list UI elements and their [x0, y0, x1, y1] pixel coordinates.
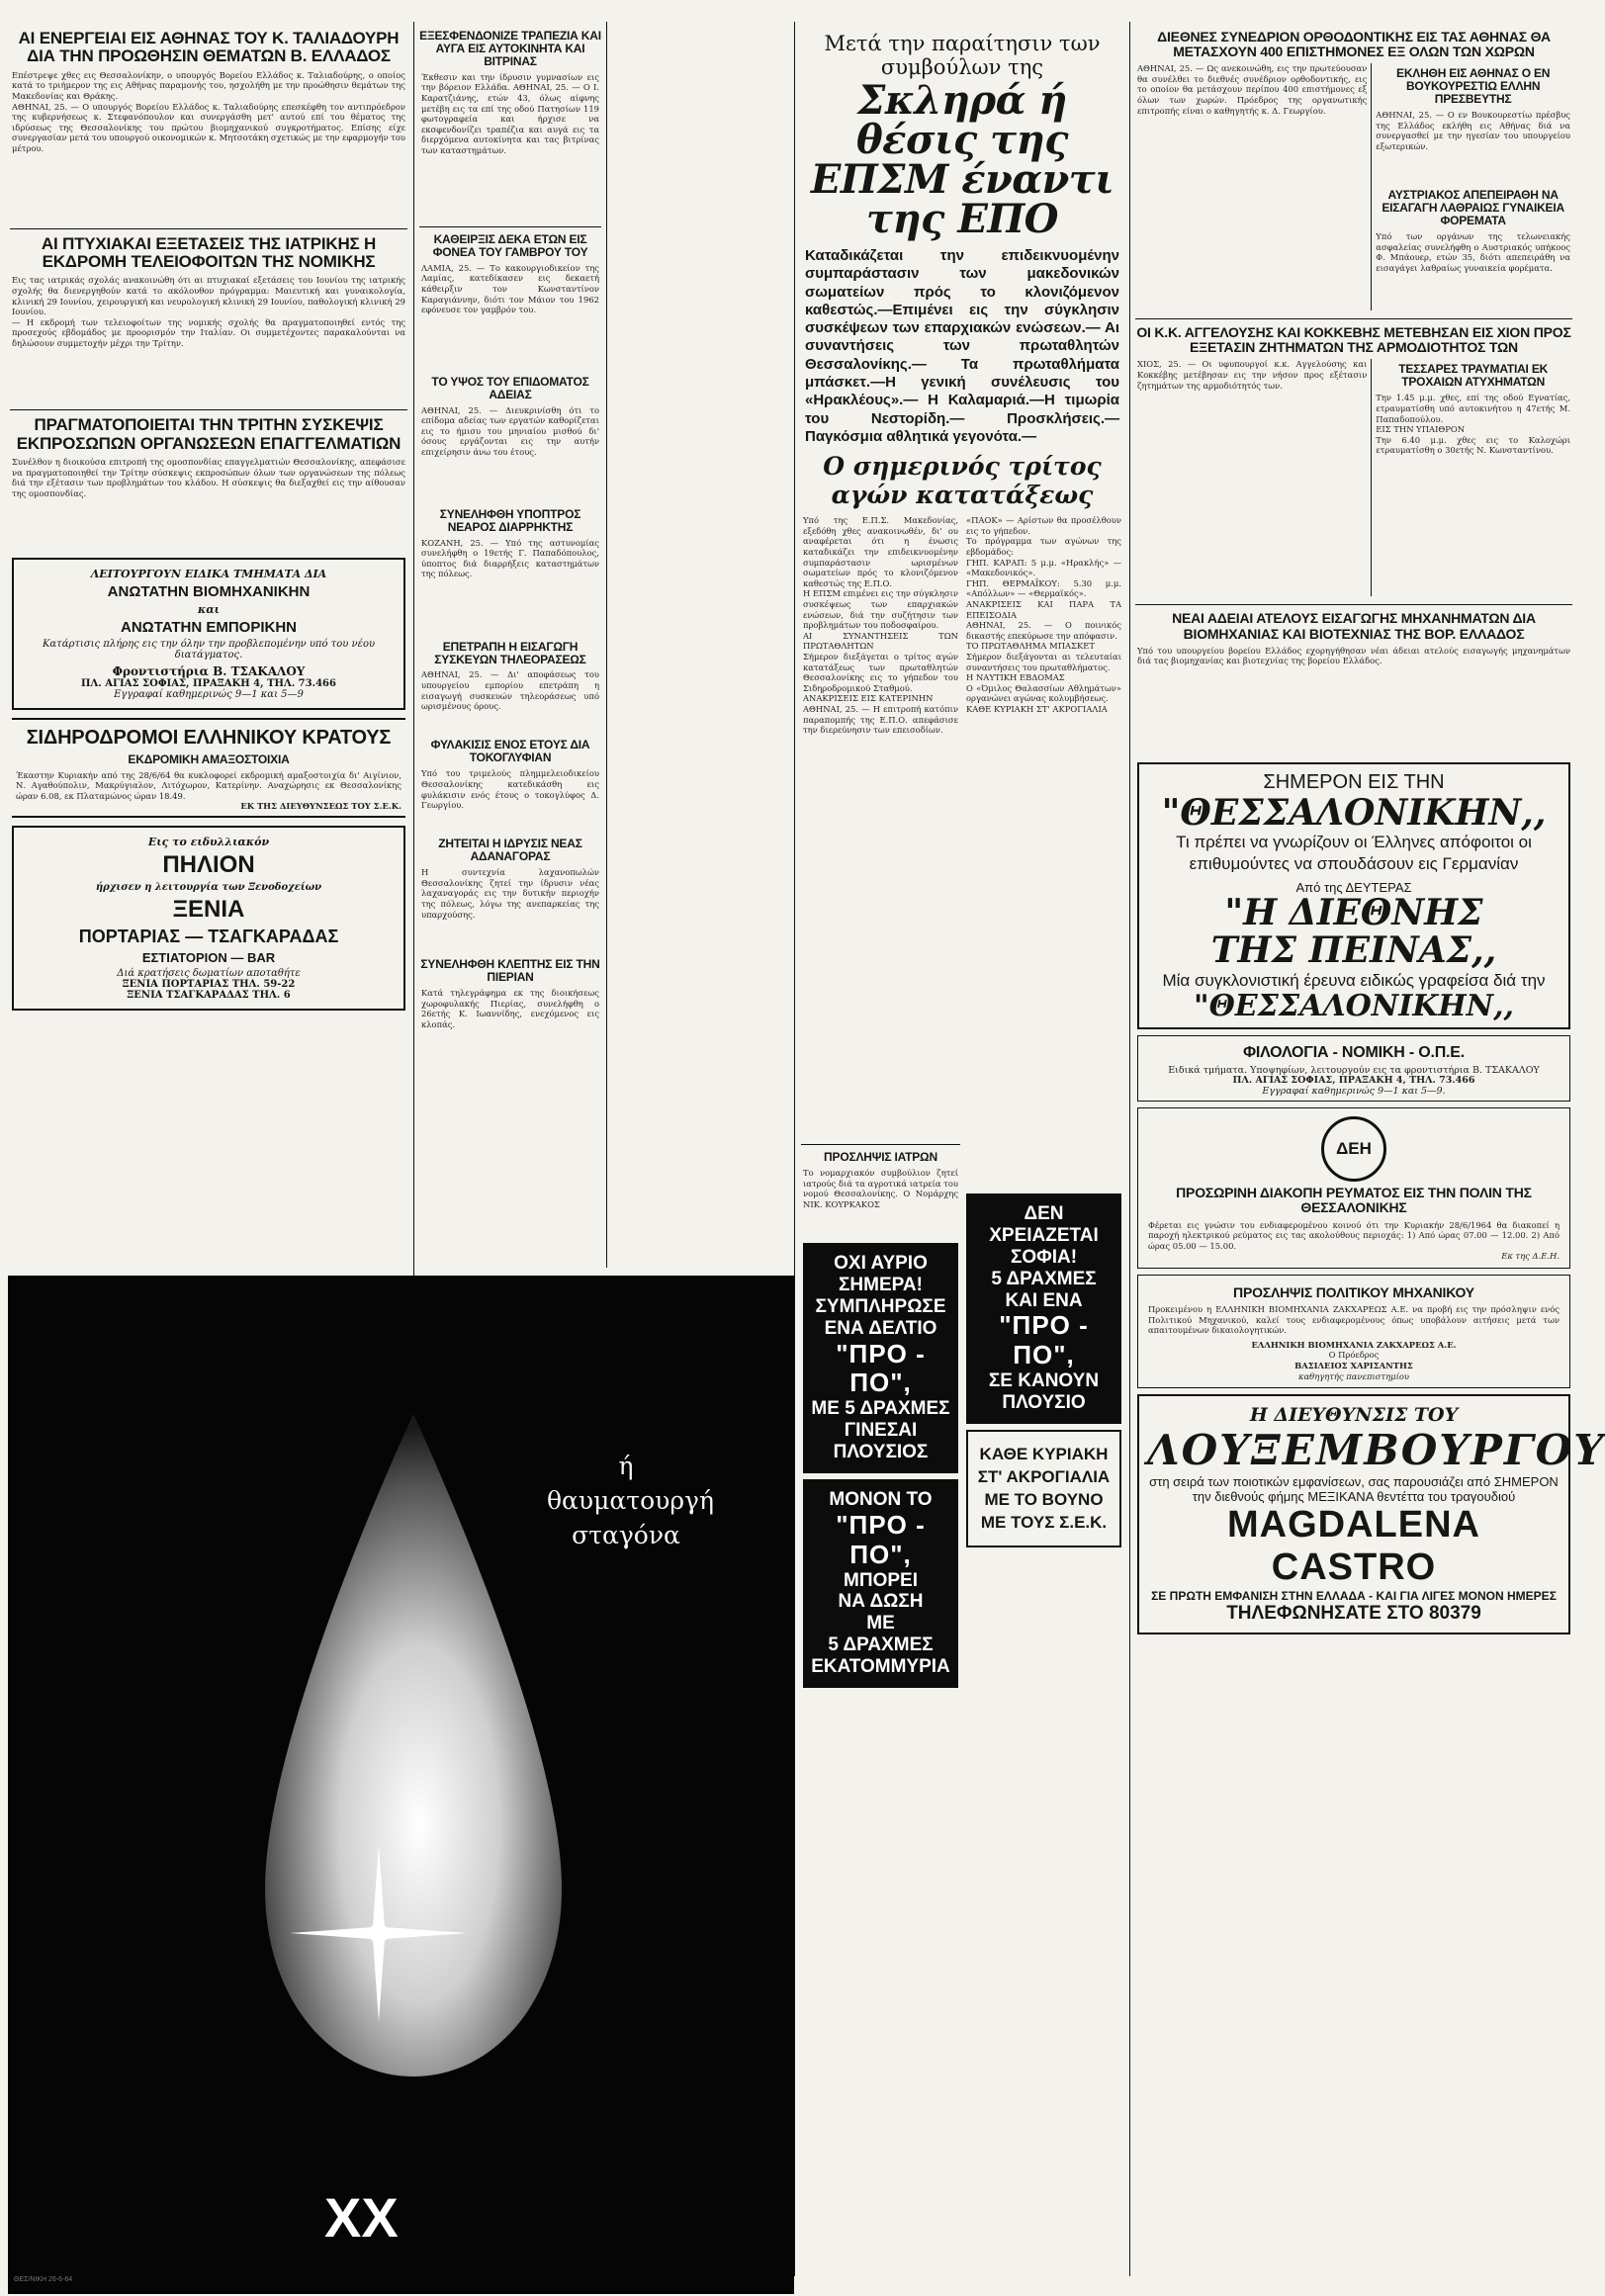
ad-body: Έκαστην Κυριακήν από της 28/6/64 θα κυκλοφορεί εκδρομική αμαξοστοιχία δι' Αιγίνιον, Ν. Αγαθούπολιν, Μακρύγιαλον, Λιτόχωρον, Κατερίνην. Αναχώρησις εκ Θεσσαλονίκης ώραν 6.08, εκ Πλαταμώνος ώραν 18.49.	[16, 769, 404, 801]
article-taliadouris	[8, 30, 409, 221]
sek-beach-ad	[966, 1430, 1121, 1547]
promo-line: ΝΑ ΔΩΣΗ	[838, 1591, 924, 1613]
notice-signature: Εκ της Δ.Ε.Η.	[1501, 1251, 1560, 1262]
article-body: ΑΘΗΝΑΙ, 25. — Ο εν Βουκουρεστίω πρέσβυς της Ελλάδος εκλήθη εις Αθήνας διά να συνεργασθεί με την ηγεσίαν του υπουργείου εξωτερικών.	[1376, 110, 1573, 151]
article-chios	[1133, 325, 1574, 596]
deh-logo	[1144, 1116, 1563, 1182]
article-body: Υπό του υπουργείου βορείου Ελλάδος εχορηγήθησαν νέαι άδειαι ατελούς εισαγωγής μηχανημάτων διά τας βιομηχανίας και βιοτεχνίας της βορείου Ελλάδος.	[1137, 645, 1573, 666]
article-body: ΑΘΗΝΑΙ, 25. — Δι' αποφάσεως του υπουργείου εμπορίου επετράπη η εισαγωγή συσκευών τηλεοράσεως υπό ωρισμένους όρους.	[421, 669, 602, 712]
ad-line: Εγγραφαί καθημερινώς 9—1 και 5—9	[114, 689, 304, 701]
sports-body	[799, 515, 1125, 1693]
promo-line: "ΠΡΟ - ΠΟ",	[836, 1338, 926, 1398]
print-credit: ΘΕΣ/ΝΙΚΗ 26-6-64	[14, 2276, 73, 2283]
article-body: Υπό της Ε.Π.Σ. Μακεδονίας, εξεδόθη χθες ανακοινωθέν, δι' ου αναφέρεται ότι η ένωσις καταδικάζει την επιδεικνυομένην συμπαράστασιν ωρισμένων σωματείων πρός το κλονιζόμενον καθεστώς της Ε.Π.Ο. Η ΕΠΣΜ επιμένει εις την σύγκλησιν συσκέψεως των επαρχιακών ενώσεων, διά την συζήτησιν των προβλημάτων του ποδοσφαίρου. ΑΙ ΣΥΝΑΝΤΗΣΕΙΣ ΤΩΝ ΠΡΩΤΑΘΛΗΤΩΝ Σήμερον διεξάγεται ο τρίτος αγών κατατάξεως των πρωταθλητών Θεσσαλονίκης εις το γήπεδον του Σιδηροδρομικού Σταθμού. ΑΝΑΚΡΙΣΕΙΣ ΕΙΣ ΚΑΤΕΡΙΝΗΝ ΑΘΗΝΑΙ, 25. — Η επιτροπή κατόπιν παραπομπής της Ε.Π.Ο. απεφάσισε την διερεύνησιν των επεισοδίων.	[803, 515, 958, 736]
article-body: «ΠΑΟΚ» — Αρίστων θα προσέλθουν εις το γήπεδον. Το πρόγραμμα των αγώνων της εβδομάδος: ΓΗΠ. ΚΑΡΑΠ: 5 μ.μ. «Ηρακλής» — «Μακεδονικός». ΓΗΠ. ΘΕΡΜΑΪΚΟΥ: 5.30 μ.μ. «Απόλλων» — «Θερμαϊκός». ΑΝΑΚΡΙΣΕΙΣ ΚΑΙ ΠΑΡΑ ΤΑ ΕΠΕΙΣΟΔΙΑ ΑΘΗΝΑΙ, 25. — Ο ποινικός δικαστής επεκύρωσε την απόφασιν. ΤΟ ΠΡΩΤΑΘΛΗΜΑ ΜΠΑΣΚΕΤ Σήμερον διεξάγονται αι τελευταίαι συναντήσεις του πρωταθλήματος. Η ΝΑΥΤΙΚΗ ΕΒΔΟΜΑΣ Ο «Όμιλος Θαλασσίων Αθλημάτων» οργανώνει αγώνας κολυμβήσεως. ΚΑΘΕ ΚΥΡΙΑΚΗ ΣΤ' ΑΚΡΟΓΙΑΛΙΑ	[966, 515, 1121, 714]
drop-icon	[265, 1414, 562, 2076]
ad-thessaloniki-newspaper	[1137, 762, 1570, 1030]
ad-miracle-drop	[8, 1276, 794, 2294]
ad-railways	[12, 718, 405, 818]
headline: ΚΑΘΕΙΡΞΙΣ ΔΕΚΑ ΕΤΩΝ ΕΙΣ ΦΟΝΕΑ ΤΟΥ ΓΑΜΒΡΟΥ ΤΟΥ	[432, 231, 588, 259]
headline: ΦΙΛΟΛΟΓΙΑ - ΝΟΜΙΚΗ - Ο.Π.Ε.	[1242, 1044, 1466, 1062]
column-rule	[794, 22, 795, 2276]
column-rule	[606, 22, 607, 1268]
article-professionals-meeting	[8, 416, 409, 550]
ad-luxembourg-club	[1137, 1394, 1605, 1634]
article-split-left	[1133, 63, 1371, 310]
column-2	[417, 26, 603, 1268]
ad-signature: ΕΚ ΤΗΣ ΔΙΕΥΘΥΝΣΕΩΣ ΤΟΥ Σ.Ε.Κ.	[240, 801, 401, 812]
article-5	[417, 641, 603, 732]
article-body: Επέστρεψε χθες εις Θεσσαλονίκην, ο υπουργός Βορείου Ελλάδος κ. Ταλιαδούρης, ο οποίος κατά το τριήμερον της εις Αθήνας παραμονής του, ησχολήθη με την προώθησιν θεμάτων της Μακεδονίας και Θράκης. ΑΘΗΝΑΙ, 25. — Ο υπουργός Βορείου Ελλάδος κ. Ταλιαδούρης επεσκέφθη τον αντιπρόεδρον της κυβερνήσεως κ. Στεφανόπουλον και συνεργάσθη μετ' αυτού επί του θέματος της ιδρύσεως της Θεσσαλονίκης του πρώτου βιομηχανικού συγκροτήματος. Επίσης είχε συνεργασίαν μετά του υπουργού οικονομικών κ. Μητσοτάκη σχετικώς με την εφαρμογήν του μέτρου.	[12, 69, 405, 153]
headline: ΠΡΟΣΩΡΙΝΗ ΔΙΑΚΟΠΗ ΡΕΥΜΑΤΟΣ ΕΙΣ ΤΗΝ ΠΟΛΙΝ ΤΗΣ ΘΕΣΣΑΛΟΝΙΚΗΣ	[1176, 1185, 1532, 1216]
ad-line: Εις το ειδυλλιακόν	[147, 836, 270, 849]
ad-line: ΜΕ ΤΟΥΣ Σ.Ε.Κ.	[980, 1512, 1108, 1532]
article-split-right	[1371, 63, 1574, 310]
promo-line: ΣΟΦΙΑ!	[1010, 1246, 1078, 1268]
ad-line: ΚΑΘΕ ΚΥΡΙΑΚΗ	[979, 1444, 1109, 1463]
ad-line: Η ΔΙΕΥΘΥΝΣΙΣ ΤΟΥ	[1249, 1404, 1459, 1427]
headline: ΤΟ ΥΨΟΣ ΤΟΥ ΕΠΙΔΟΜΑΤΟΣ ΑΔΕΙΑΣ	[431, 374, 589, 401]
ad-body: Εγγραφαί καθημερινώς 9—1 και 5—9.	[1262, 1085, 1446, 1097]
ad-line: ΛΕΙΤΟΥΡΓΟΥΝ ΕΙΔΙΚΑ ΤΜΗΜΑΤΑ ΔΙΑ	[90, 568, 327, 581]
article-body: Κατά τηλεγράφημα εκ της διοικήσεως χωροφυλακής Πιερίας, συνελήφθη ο 26ετής Κ. Ιωαννίδης, ενεχόμενος εις κλοπάς.	[421, 988, 602, 1029]
notice-body: Προκειμένου η ΕΛΛΗΝΙΚΗ ΒΙΟΜΗΧΑΝΙΑ ΖΑΚΧΑΡΕΩΣ Α.Ε. να προβή εις την πρόσληψιν ενός Πολιτικού Μηχανικού, καλεί τους ενδιαφερομένους όπως υποβάλουν αιτήσεις μετά των απαιτουμένων δικαιολογητικών.	[1148, 1304, 1562, 1336]
article-2	[417, 233, 603, 368]
promo-line: 5 ΔΡΑΧΜΕΣ	[828, 1634, 934, 1656]
ad-line: ΠΗΛΙΟΝ	[162, 851, 255, 879]
ad-body: Ειδικά τμήματα. Υποψηφίων, λειτουργούν εις τα φροντιστήρια Β. ΤΣΑΚΑΛΟΥ	[1168, 1064, 1540, 1076]
headline: ΕΠΕΤΡΑΠΗ Η ΕΙΣΑΓΩΓΗ ΣΥΣΚΕΥΩΝ ΤΗΛΕΟΡΑΣΕΩΣ	[434, 639, 586, 666]
notice-body: Φέρεται εις γνώσιν του ενδιαφερομένου κοινού ότι την Κυριακήν 28/6/1964 θα διακοπεί η παροχή ηλεκτρικού ρεύματος εις τας ακολούθους περιοχάς: 1) Από ώρας 07.00 — 12.00. 2) Από ώρας 05.00 — 15.00.	[1148, 1219, 1562, 1251]
headline: ΠΡΟΣΛΗΨΙΣ ΙΑΤΡΩΝ	[824, 1150, 937, 1165]
promo-line: ΔΕΝ ΧΡΕΙΑΖΕΤΑΙ	[989, 1203, 1099, 1247]
brand-logo: XX	[324, 2186, 399, 2249]
ad-line: και	[197, 603, 221, 617]
ad-line: ΞΕΝΙΑ ΤΣΑΓΚΑΡΑΔΑΣ ΤΗΛ. 6	[127, 990, 291, 1002]
promo-line: "ΠΡΟ - ΠΟ",	[836, 1509, 926, 1569]
headline: ΦΥΛΑΚΙΣΙΣ ΕΝΟΣ ΕΤΟΥΣ ΔΙΑ ΤΟΚΟΓΛΥΦΙΑΝ	[430, 738, 590, 765]
ad-line: "ΘΕΣΣΑΛΟΝΙΚΗΝ,,	[1194, 988, 1514, 1023]
article-7	[417, 838, 603, 950]
ad-line: ΜΕ ΤΟ ΒΟΥΝΟ	[984, 1489, 1104, 1509]
headline: ΠΡΑΓΜΑΤΟΠΟΙΕΙΤΑΙ ΤΗΝ ΤΡΙΤΗΝ ΣΥΣΚΕΨΙΣ ΕΚΠΡΟΣΩΠΩΝ ΟΡΓΑΝΩΣΕΩΝ ΕΠΑΓΓΕΛΜΑΤΙΩΝ	[16, 415, 401, 453]
ad-line: ΑΝΩΤΑΤΗΝ ΒΙΟΜΗΧΑΝΙΚΗΝ	[107, 583, 311, 601]
ad-philology	[1137, 1035, 1570, 1102]
article-body: ΑΘΗΝΑΙ, 25. — Ως ανεκοινώθη, εις την πρωτεύουσαν θα συνέλθει το διεθνές συνέδριον ορθοδοντικής, εις το οποίον θα μετάσχουν περίπου 400 επιστήμονες εξ όλων των χωρών. Πρόεδρος της οργανωτικής επιτροπής είναι ο καθηγητής κ. Δ. Γεωργίου.	[1137, 63, 1370, 116]
propo-ad-1	[803, 1243, 958, 1473]
ad-line: ΞΕΝΙΑ ΠΟΡΤΑΡΙΑΣ ΤΗΛ. 59-22	[122, 979, 296, 991]
ad-line: ΠΟΡΤΑΡΙΑΣ — ΤΣΑΓΚΑΡΑΔΑΣ	[78, 927, 339, 947]
ad-tagline-line: θαυματουργή	[547, 1486, 714, 1515]
ad-line: ΛΟΥΞΕΜΒΟΥΡΓΟΥ	[1147, 1426, 1605, 1475]
sports-body-left	[799, 515, 962, 1693]
promo-line: ΣΕ ΚΑΝΟΥΝ	[988, 1370, 1100, 1392]
headline: ΕΚΛΗΘΗ ΕΙΣ ΑΘΗΝΑΣ Ο ΕΝ ΒΟΥΚΟΥΡΕΣΤΙΩ ΕΛΛΗΝ ΠΡΕΣΒΕΥΤΗΣ	[1396, 66, 1551, 107]
headline: ΟΙ Κ.Κ. ΑΓΓΕΛΟΥΣΗΣ ΚΑΙ ΚΟΚΚΕΒΗΣ ΜΕΤΕΒΗΣΑΝ ΕΙΣ ΧΙΟΝ ΠΡΟΣ ΕΞΕΤΑΣΙΝ ΖΗΤΗΜΑΤΩΝ ΤΗΣ ΑΡΜΟΔΙΟΤΗΤΟΣ ΤΩΝ	[1136, 324, 1571, 356]
ad-line: ΤΗΣ ΠΕΙΝΑΣ,,	[1210, 928, 1497, 971]
divider	[10, 409, 407, 410]
article-split-right	[1371, 359, 1574, 596]
ad-line: ΞΕΝΙΑ	[172, 896, 245, 924]
article-body: Υπό των οργάνων της τελωνειακής ασφαλείας συνελήφθη ο Αυστριακός υπήκοος Φ. Μπάουερ, ετών 35, διότι απεπειράθη να εισαγάγει λαθραίως γυναικεία φορέματα.	[1376, 230, 1573, 273]
notice-signature: ΕΛΛΗΝΙΚΗ ΒΙΟΜΗΧΑΝΙΑ ΖΑΚΧΑΡΕΩΣ Α.Ε.	[1251, 1339, 1457, 1350]
headline: ΔΙΕΘΝΕΣ ΣΥΝΕΔΡΙΟΝ ΟΡΘΟΔΟΝΤΙΚΗΣ ΕΙΣ ΤΑΣ ΑΘΗΝΑΣ ΘΑ ΜΕΤΑΣΧΟΥΝ 400 ΕΠΙΣΤΗΜΟΝΕΣ ΕΞ ΟΛΩΝ ΤΩΝ ΧΩΡΩΝ	[1157, 29, 1551, 60]
ad-line: ΣΗΜΕΡΟΝ ΕΙΣ ΤΗΝ	[1263, 770, 1445, 793]
promo-line: ΜΕ	[866, 1613, 895, 1634]
promo-line: ΣΥΜΠΛΗΡΩΣΕ	[815, 1295, 946, 1317]
article-split	[1133, 359, 1574, 596]
divider	[1135, 604, 1572, 605]
article-6	[417, 739, 603, 830]
headline: ΝΕΑΙ ΑΔΕΙΑΙ ΑΤΕΛΟΥΣ ΕΙΣΑΓΩΓΗΣ ΜΗΧΑΝΗΜΑΤΩΝ ΔΙΑ ΒΙΟΜΗΧΑΝΙΑΣ ΚΑΙ ΒΙΟΤΕΧΝΙΑΣ ΤΗΣ ΒΟΡ. ΕΛΛΑΔΟΣ	[1172, 610, 1536, 642]
promo-line: ΠΛΟΥΣΙΟΣ	[833, 1442, 929, 1463]
column-sports	[799, 26, 1125, 2284]
article-body: Έκθεσιν και την ίδρυσιν γυμνασίων εις την βόρειον Ελλάδα. ΑΘΗΝΑΙ, 25. — Ο Ι. Καρατζιάνης, ετών 43, όλως αίφνης μετέβη εις τα επί της οδού Πατησίων 119 φωτογραφεία και ήρχισε να εκσφενδονίζει τραπέζια και αυγά εις τα διερχόμενα αυτοκίνητα και τας βιτρίνας των καταστημάτων.	[421, 71, 602, 156]
promo-line: ΕΚΑΤΟΜΜΥΡΙΑ	[811, 1655, 950, 1677]
article-1	[417, 30, 603, 219]
headline: ΑΥΣΤΡΙΑΚΟΣ ΑΠΕΠΕΙΡΑΘΗ ΝΑ ΕΙΣΑΓΑΓΗ ΛΑΘΡΑΙΩΣ ΓΥΝΑΙΚΕΙΑ ΦΟΡΕΜΑΤΑ	[1382, 188, 1564, 227]
article-3	[417, 376, 603, 500]
ad-line: Από της ΔΕΥΤΕΡΑΣ	[1295, 879, 1412, 895]
divider	[10, 228, 407, 229]
ad-line: στη σειρά των ποιοτικών εμφανίσεων, σας παρουσιάζει από ΣΗΜΕΡΟΝ την διεθνούς φήμης ΜΕΞΙΚΑΝΑ θεντέττα του τραγουδιού	[1149, 1474, 1559, 1505]
article-body: ΛΑΜΙΑ, 25. — Το κακουργιοδικείον της Λαμίας, κατεδίκασεν εις δεκαετή κάθειρξιν τον Κωνσταντίνον Καραγιάννην, διότι τον Μάιον του 1962 εφόνευσε τον γαμβρόν του.	[421, 262, 602, 315]
subheadline: Ο σημερινός τρίτος αγών κατατάξεως	[823, 452, 1102, 510]
headline: ΑΙ ΠΤΥΧΙΑΚΑΙ ΕΞΕΤΑΣΕΙΣ ΤΗΣ ΙΑΤΡΙΚΗΣ Η ΕΚΔΡΟΜΗ ΤΕΛΕΙΟΦΟΙΤΩΝ ΤΗΣ ΝΟΜΙΚΗΣ	[41, 233, 377, 272]
article-body: ΧΙΟΣ, 25. — Οι υφυπουργοί κ.κ. Αγγελούσης και Κοκκέβης μετέβησαν εις την νήσον προς εξέτασιν ζητημάτων της αρμοδιότητός των.	[1137, 359, 1370, 391]
ad-tagline	[547, 1449, 714, 1552]
ad-line: ΣΕ ΠΡΩΤΗ ΕΜΦΑΝΙΣΗ ΣΤΗΝ ΕΛΛΑΔΑ - ΚΑΙ ΓΙΑ ΛΙΓΕΣ ΜΟΝΟΝ ΗΜΕΡΕΣ	[1151, 1589, 1557, 1604]
headline: ΣΙΔΗΡΟΔΡΟΜΟΙ ΕΛΛΗΝΙΚΟΥ ΚΡΑΤΟΥΣ	[26, 727, 392, 750]
column-4	[1133, 26, 1605, 2284]
article-split-left	[1133, 359, 1371, 596]
divider	[1135, 318, 1572, 319]
article-body: ΑΘΗΝΑΙ, 25. — Διευκρινίσθη ότι το επίδομα αδείας των εργατών καθορίζεται εις το ήμισυ του μηνιαίου μισθού δι' όσους εργάζονται εις την αυτήν επιχείρησιν άνω του έτους.	[421, 404, 602, 458]
article-import-licenses	[1133, 611, 1574, 753]
ad-line: Διά κρατήσεις δωματίων αποταθήτε	[117, 968, 301, 980]
propo-ad-3	[803, 1479, 958, 1688]
promo-line: ΟΧΙ ΑΥΡΙΟ	[834, 1253, 928, 1275]
sports-body-right	[962, 515, 1125, 1693]
ad-line: ΤΗΛΕΦΩΝΗΣΑΤΕ ΣΤΟ 80379	[1226, 1603, 1481, 1625]
article-orthodontics	[1133, 30, 1574, 310]
article-body: ΚΟΖΑΝΗ, 25. — Υπό της αστυνομίας συνελήφθη ο 19ετής Γ. Παπαδόπουλος, ύποπτος διά διαρρήξεις καταστημάτων της πόλεως.	[421, 537, 602, 579]
ad-xenia-pilion	[12, 826, 405, 1011]
ad-tagline-line: ή	[618, 1452, 634, 1480]
promo-line: ΜΟΝΟΝ ΤΟ	[829, 1488, 933, 1510]
ad-line: Τι πρέπει να γνωρίζουν οι Έλληνες απόφοιτοι οι επιθυμούντες να σπουδάσουν εις Γερμανίαν	[1176, 833, 1532, 873]
headline: ΕΞΕΣΦΕΝΔΟΝΙΖΕ ΤΡΑΠΕΖΙΑ ΚΑΙ ΑΥΓΑ ΕΙΣ ΑΥΤΟΚΙΝΗΤΑ ΚΑΙ ΒΙΤΡΙΝΑΣ	[419, 29, 601, 68]
drop-illustration	[8, 1276, 794, 2294]
promo-line: ΓΙΝΕΣΑΙ	[844, 1420, 918, 1442]
ad-line: Φροντιστήρια Β. ΤΣΑΚΑΛΟΥ	[112, 664, 306, 679]
article-body: Συνέλθον η διοικούσα επιτροπή της ομοσπονδίας επαγγελματιών Θεσσαλονίκης, απεφάσισε να πραγματοποιηθεί την Τρίτην σύσκεψις εκπροσώπων όλων των οργανώσεων της πόλεως διά την εξέτασιν των προβλημάτων του κλάδου. Η σύσκεψις θα διεξαχθεί εις την αίθουσαν της ομοσπονδίας.	[12, 457, 408, 498]
promo-line: ΜΕ 5 ΔΡΑΧΜΕΣ	[811, 1398, 950, 1420]
article-medical-exams	[8, 235, 409, 402]
banner-headline: Σκληρά ή θέσις της ΕΠΣΜ έναντι της ΕΠΟ	[810, 77, 1115, 242]
headline: ΠΡΟΣΛΗΨΙΣ ΠΟΛΙΤΙΚΟΥ ΜΗΧΑΝΙΚΟΥ	[1233, 1283, 1474, 1300]
article-split	[1133, 63, 1574, 310]
notice-signature: Ο Πρόεδρος	[1328, 1350, 1380, 1361]
headline: ΖΗΤΕΙΤΑΙ Η ΙΔΡΥΣΙΣ ΝΕΑΣ ΑΔΑΝΑΓΟΡΑΣ	[438, 837, 582, 864]
subheadline: ΕΚΔΡΟΜΙΚΗ ΑΜΑΞΟΣΤΟΙΧΙΑ	[128, 751, 290, 766]
notice-signature: καθηγητής πανεπιστημίου	[1298, 1370, 1409, 1381]
headline: ΤΕΣΣΑΡΕΣ ΤΡΑΥΜΑΤΙΑΙ ΕΚ ΤΡΟΧΑΙΩΝ ΑΤΥΧΗΜΑΤΩΝ	[1398, 362, 1549, 390]
ad-line: ΠΛ. ΑΓΙΑΣ ΣΟΦΙΑΣ, ΠΡΑΞΑΚΗ 4, ΤΗΛ. 73.466	[81, 678, 336, 690]
promo-line: ΠΛΟΥΣΙΟ	[1002, 1392, 1086, 1414]
article-body: Το νομαρχιακόν συμβούλιον ζητεί ιατρούς διά τα αγροτικά ιατρεία του νομού Θεσσαλονίκης. Ο Νομάρχης ΝΙΚ. ΚΟΥΡΚΑΚΟΣ	[803, 1168, 961, 1209]
article-body: Υπό του τριμελούς πλημμελειοδικείου Θεσσαλονίκης κατεδικάσθη εις φυλάκισιν ενός έτους ο τοκογλύφος Δ. Γεωργίου.	[421, 768, 602, 811]
headline: ΑΙ ΕΝΕΡΓΕΙΑΙ ΕΙΣ ΑΘΗΝΑΣ ΤΟΥ Κ. ΤΑΛΙΑΔΟΥΡΗ ΔΙΑ ΤΗΝ ΠΡΟΩΘΗΣΙΝ ΘΕΜΑΤΩΝ Β. ΕΛΛΑΔΟΣ	[18, 29, 400, 66]
headline: ΣΥΝΕΛΗΦΘΗ ΥΠΟΠΤΡΟΣ ΝΕΑΡΟΣ ΔΙΑΡΡΗΚΤΗΣ	[439, 506, 581, 534]
propo-ad-2	[966, 1193, 1121, 1424]
notice-engineer-hiring	[1137, 1275, 1570, 1388]
ad-line: ΕΣΤΙΑΤΟΡΙΟΝ — BAR	[141, 950, 276, 966]
article-body: Την 1.45 μ.μ. χθες, επί της οδού Εγνατίας, ετραυματίσθη υπό αυτοκινήτου η 47ετής Μ. Παπαδοπούλου. ΕΙΣ ΤΗΝ ΥΠΑΙΘΡΟΝ Την 6.40 μ.μ. χθες εις το Καλοχώρι ετραυματίσθη ο 30ετής Ν. Κωνσταντίνου.	[1376, 393, 1570, 456]
column-rule	[1129, 22, 1130, 2276]
article-4	[417, 508, 603, 633]
ad-line: ΑΝΩΤΑΤΗΝ ΕΜΠΟΡΙΚΗΝ	[121, 619, 297, 637]
notice-signature: ΒΑΣΙΛΕΙΟΣ ΧΑΡΙΣΑΝΤΗΣ	[1294, 1361, 1413, 1371]
ad-line: MAGDALENA CASTRO	[1227, 1504, 1480, 1589]
deck: Καταδικάζεται την επιδεικνυομένην συμπαράστασιν των μακεδονικών σωματείων πρός το κλονιζόμενον καθεστώς.—Επιμένει εις την σύγκλησιν συσκέψεων των επαρχιακών ενώσεων.— Αι συναντήσεις των πρωταθλητών Θεσσαλονίκης.— Τα πρωταθλήματα μπάσκετ.—Η γενική συνέλευσις του «Ηρακλέους».— Η Καλαμαριά.—Η τιμωρία του Νεστορίδη.— Προσκλήσεις.— Παγκόσμια αθλητικά γεγονότα.—	[805, 247, 1119, 445]
divider	[419, 226, 601, 227]
ad-line: Μία συγκλονιστική έρευνα ειδικώς γραφείσα διά την	[1162, 970, 1546, 990]
promo-line: 5 ΔΡΑΧΜΕΣ	[991, 1268, 1097, 1289]
article-8	[417, 958, 603, 1029]
ad-tsakalou-schools	[12, 558, 405, 710]
promo-line: "ΠΡΟ - ΠΟ",	[999, 1310, 1089, 1370]
article-body: Η συντεχνία λαχανοπωλών Θεσσαλονίκης ζητεί την ίδρυσιν νέας λαχαναγοράς εις την δυτικήν περιοχήν της πόλεως, λόγω της ανεπαρκείας της υπαρχούσης.	[421, 867, 602, 920]
ad-line: Κατάρτισις πλήρης εις την όλην την προβλεπομένην υπό του νέου διατάγματος.	[42, 639, 376, 662]
ad-line: "Η ΔΙΕΘΝΗΣ	[1224, 891, 1483, 933]
ad-line: "ΘΕΣΣΑΛΟΝΙΚΗΝ,,	[1161, 791, 1547, 834]
article-body: Εις τας ιατρικάς σχολάς ανακοινώθη ότι αι πτυχιακαί εξετάσεις του Ιουνίου της ιατρικής σχολής θα διενεργηθούν κατά το ακόλουθον πρόγραμμα: Μαιευτική και γυναικολογία, κλινική 29 Ιουνίου, χειρουργική και νευρολογική κλινική 29 Ιουνίου, παθολογική κλινική 29 Ιουνίου. — Η εκδρομή των τελειοφοίτων της νομικής σχολής θα πραγματοποιηθεί εντός της προσεχούς εβδομάδος με προορισμόν την Ιταλίαν. Οι συμμετέχοντες παρακαλούνται να δηλώσουν συμμετοχήν μέχρι την Τρίτην.	[12, 275, 405, 348]
kicker: Μετά την παραίτησιν των συμβούλων της	[824, 32, 1101, 79]
promo-line: ΚΑΙ ΕΝΑ	[1005, 1289, 1083, 1311]
promo-line: ΣΗΜΕΡΑ!	[839, 1275, 923, 1296]
ad-line: ήρχισεν η λειτουργία των Ξενοδοχείων	[95, 882, 322, 894]
ad-line: ΣΤ' ΑΚΡΟΓΙΑΛΙΑ	[977, 1466, 1111, 1486]
ad-body: ΠΛ. ΑΓΙΑΣ ΣΟΦΙΑΣ, ΠΡΑΞΑΚΗ 4, ΤΗΛ. 73.466	[1232, 1075, 1475, 1087]
deh-logo-icon: ΔΕΗ	[1321, 1116, 1386, 1182]
notice-power-outage	[1137, 1107, 1570, 1269]
divider	[801, 1144, 960, 1145]
promo-line: ΜΠΟΡΕΙ	[844, 1569, 918, 1591]
promo-line: ΕΝΑ ΔΕΛΤΙΟ	[824, 1317, 937, 1339]
ad-tagline-line: σταγόνα	[572, 1521, 680, 1549]
headline: ΣΥΝΕΛΗΦΘΗ ΚΛΕΠΤΗΣ ΕΙΣ ΤΗΝ ΠΙΕΡΙΑΝ	[420, 957, 600, 985]
